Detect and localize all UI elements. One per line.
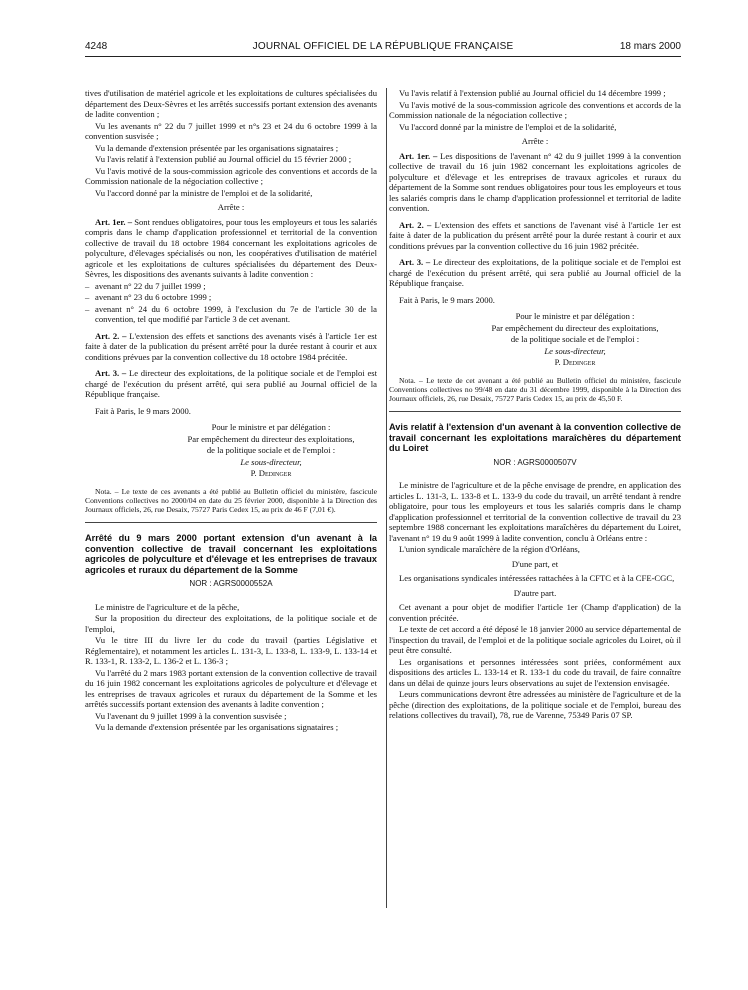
- article-label: Art. 3. –: [399, 257, 431, 267]
- article-label: Art. 1er. –: [399, 150, 438, 161]
- section-divider: [85, 522, 377, 523]
- article-text: Les dispositions de l'avenant n° 42 du 9 juillet 1999 à la convention collective de travail du 16 juin 1982 concernant les exploitations agricoles de polyculture et d'élevage et les entreprises de travaux agricoles et ruraux du département de la Somme sont rendues obligatoires pour tous les employeurs et tous les salariés compris dans le champ d'application professionnel et territorial de ladite convention.: [389, 150, 681, 213]
- article-text: Le directeur des exploitations, de la politique sociale et de l'emploi est chargé de l'exécution du présent arrêté, qui sera publié au Journal officiel de la République française.: [389, 257, 681, 288]
- paragraph: Le ministre de l'agriculture et de la pêche,: [95, 601, 240, 612]
- section-title: Arrêté du 9 mars 2000 portant extension d'un avenant à la convention collective de travail concernant les exploitations agricoles de polyculture et d'élevage et les entreprises de travaux agricoles et ruraux du département de la Somme: [85, 533, 377, 575]
- paragraph: Sur la proposition du directeur des exploitations, de la politique sociale et de l'emploi,: [85, 613, 377, 634]
- article-2: [389, 220, 681, 252]
- paragraph: Vu l'avenant du 9 juillet 1999 à la convention susvisée ;: [95, 710, 287, 721]
- paragraph: Vu l'avis relatif à l'extension publié au Journal officiel du 15 février 2000 ;: [95, 154, 352, 164]
- article-text: Le directeur des exploitations, de la politique sociale et de l'emploi est chargé de l'exécution du présent arrêté, qui sera publié au Journal officiel de la République française.: [85, 368, 377, 399]
- signature-title: Le sous-directeur,: [544, 345, 606, 356]
- section-title: Avis relatif à l'extension d'un avenant à la convention collective de travail concernant les exploitations maraîchères du département du Loiret: [389, 422, 681, 454]
- nor-reference: NOR : AGRS0000507V: [493, 457, 577, 467]
- fait-line: Fait à Paris, le 9 mars 2000.: [399, 294, 495, 305]
- paragraph: Leurs communications devront être adressées au ministère de l'agriculture et de la pêche (direction des exploitations, de la politique sociale et de l'emploi, bureau des relations collectives du travail), 78, rue de Varenne, 75349 Paris 07 SP.: [389, 689, 681, 721]
- list-item: – avenant n° 23 du 6 octobre 1999 ;: [85, 292, 212, 302]
- paragraph: Vu la demande d'extension présentée par les organisations signataires ;: [95, 722, 339, 733]
- signature-line: Par empêchement du directeur des exploitations,: [491, 322, 659, 333]
- article-1: [85, 217, 377, 280]
- article-label: Art. 1er. –: [95, 216, 133, 227]
- paragraph: Vu l'accord donné par la ministre de l'emploi et de la solidarité,: [399, 121, 617, 132]
- paragraph: L'union syndicale maraîchère de la région d'Orléans,: [399, 544, 580, 555]
- right-column: [389, 88, 681, 722]
- paragraph: Vu la demande d'extension présentée par les organisations signataires ;: [95, 142, 339, 153]
- article-label: Art. 2. –: [399, 219, 432, 230]
- signature-line: Pour le ministre et par délégation :: [515, 311, 635, 321]
- signature-line: de la politique sociale et de l'emploi :: [510, 334, 640, 344]
- page-number: 4248: [85, 41, 108, 52]
- paragraph: Les organisations et personnes intéressées sont priées, conformément aux dispositions des articles L. 133-14 et R. 133-1 du code du travail, de faire connaître dans un délai de quinze jours leurs observations au sujet de l'extension envisagée.: [389, 656, 681, 688]
- paragraph: Vu le titre III du livre Ier du code du travail (parties Législative et Réglementaire), et notamment les articles L. 131-3, L. 133-8, L. 133-9, L. 133-14 et R. 133-1, R. 133-2, L. 136-2 et L. 136-3 ;: [85, 635, 377, 667]
- list-item: – avenant n° 24 du 6 octobre 1999, à l'exclusion du 7e de l'article 30 de la convention, tel que modifié par l'article 3 de cet avenant.: [85, 303, 377, 324]
- paragraph: tives d'utilisation de matériel agricole et les exploitations de cultures spécialisées du département des Deux-Sèvres et les arrêtés successifs portant extension des avenants de ladite convention ;: [85, 88, 377, 119]
- signature-line: de la politique sociale et de l'emploi :: [206, 445, 336, 455]
- list-item: – avenant n° 22 du 7 juillet 1999 ;: [85, 280, 206, 291]
- signature-title: Le sous-directeur,: [240, 456, 302, 467]
- column-separator: [386, 88, 387, 908]
- article-2: [85, 331, 377, 363]
- paragraph: Cet avenant a pour objet de modifier l'article 1er (Champ d'application) de la convention précitée.: [389, 602, 681, 623]
- article-label: Art. 2. –: [95, 330, 127, 341]
- article-text: L'extension des effets et sanctions des avenants visés à l'article 1er est faite à dater de la publication du présent arrêté pour la durée restant à courir et aux conditions prévues par la convention collective du 18 octobre 1984 précitée.: [85, 330, 377, 362]
- nor-reference: NOR : AGRS0000552A: [189, 579, 273, 589]
- signatory-name: P. Dedinger: [250, 468, 292, 478]
- issue-date: 18 mars 2000: [619, 41, 681, 52]
- article-text: Sont rendues obligatoires, pour tous les employeurs et tous les salariés compris dans le champ d'application professionnel et territorial de la convention collective de travail du 18 octobre 1984 concernant les exploitations agricoles de polyculture, d'élevages spécialisés ou non, les coopératives d'utilisation de matériel agricole et les exploitations de cultures spécialisées du département des Deux-Sèvres, les dispositions des avenants suivants à ladite convention :: [85, 216, 377, 279]
- signature-line: Par empêchement du directeur des exploitations,: [187, 433, 355, 444]
- arrete-heading: Arrête :: [217, 202, 245, 212]
- article-3: [389, 257, 681, 289]
- left-column: [85, 88, 377, 734]
- page-header: [85, 41, 681, 57]
- signature-line: Pour le ministre et par délégation :: [211, 422, 331, 432]
- paragraph: Vu l'avis relatif à l'extension publié au Journal officiel du 14 décembre 1999 ;: [399, 88, 666, 98]
- fait-line: Fait à Paris, le 9 mars 2000.: [95, 405, 191, 416]
- article-3: [85, 368, 377, 400]
- arrete-heading: Arrête :: [521, 136, 549, 146]
- journal-title: JOURNAL OFFICIEL DE LA RÉPUBLIQUE FRANÇAISE: [252, 41, 514, 52]
- paragraph: D'autre part.: [513, 587, 557, 598]
- nota: Nota. – Le texte de ces avenants a été publié au Bulletin officiel du ministère, fascicule Conventions collectives no 2000/04 en date du 25 février 2000, disponible à la Direction des Journaux officiels, 26, rue Desaix, 75727 Paris Cedex 15, au prix de 46 F (7,01 €).: [85, 486, 377, 514]
- section-divider: [389, 411, 681, 412]
- paragraph: Le ministre de l'agriculture et de la pêche envisage de prendre, en application des articles L. 131-3, L. 133-8 et L. 133-9 du code du travail, un arrêté tendant à rendre obligatoire, pour tous les employeurs et tous les salariés compris dans le champ d'application professionnel et territorial de la convention collective de travail du 23 septembre 1988 concernant les exploitations maraîchères du département du Loiret, l'avenant n° 19 du 9 août 1999 à ladite convention, conclu à Orléans entre :: [389, 480, 681, 543]
- article-label: Art. 3. –: [95, 368, 127, 378]
- nota: Nota. – Le texte de cet avenant a été publié au Bulletin officiel du ministère, fascicule Conventions collectives no 99/48 en date du 31 décembre 1999, disponible à la Direction des Journaux officiels, 26, rue Desaix, 75727 Paris Cedex 15, au prix de 45,50 F.: [389, 375, 681, 403]
- article-1: [389, 151, 681, 214]
- paragraph: Vu l'avis motivé de la sous-commission agricole des conventions et accords de la Commission nationale de la négociation collective ;: [389, 99, 681, 120]
- signatory-name: P. Dedinger: [554, 357, 596, 367]
- paragraph: Les organisations syndicales intéressées rattachées à la CFTC et à la CFE-CGC,: [399, 573, 675, 584]
- paragraph: Vu l'arrêté du 2 mars 1983 portant extension de la convention collective de travail du 16 juin 1982 concernant les exploitations agricoles de polyculture et d'élevage et les entreprises de travaux agricoles et ruraux du département de la Somme et les arrêtés successifs portant extension des avenants à ladite convention ;: [85, 667, 377, 710]
- article-text: L'extension des effets et sanctions de l'avenant visé à l'article 1er est faite à dater de la publication du présent arrêté pour la durée restant à courir et aux conditions prévues par la convention collective du 16 juin 1982 précitée.: [389, 219, 681, 251]
- paragraph: D'une part, et: [511, 558, 559, 569]
- header-rule: [85, 56, 681, 57]
- paragraph: Vu l'accord donné par la ministre de l'emploi et de la solidarité,: [95, 187, 313, 198]
- paragraph: Vu l'avis motivé de la sous-commission agricole des conventions et accords de la Commission nationale de la négociation collective ;: [85, 165, 377, 186]
- paragraph: Le texte de cet accord a été déposé le 18 janvier 2000 au service départemental de l'inspection du travail, de l'emploi et de la politique sociale agricoles du Loiret, où il peut être consulté.: [389, 624, 681, 656]
- paragraph: Vu les avenants n° 22 du 7 juillet 1999 et n°s 23 et 24 du 6 octobre 1999 à la convention susvisée ;: [85, 120, 377, 141]
